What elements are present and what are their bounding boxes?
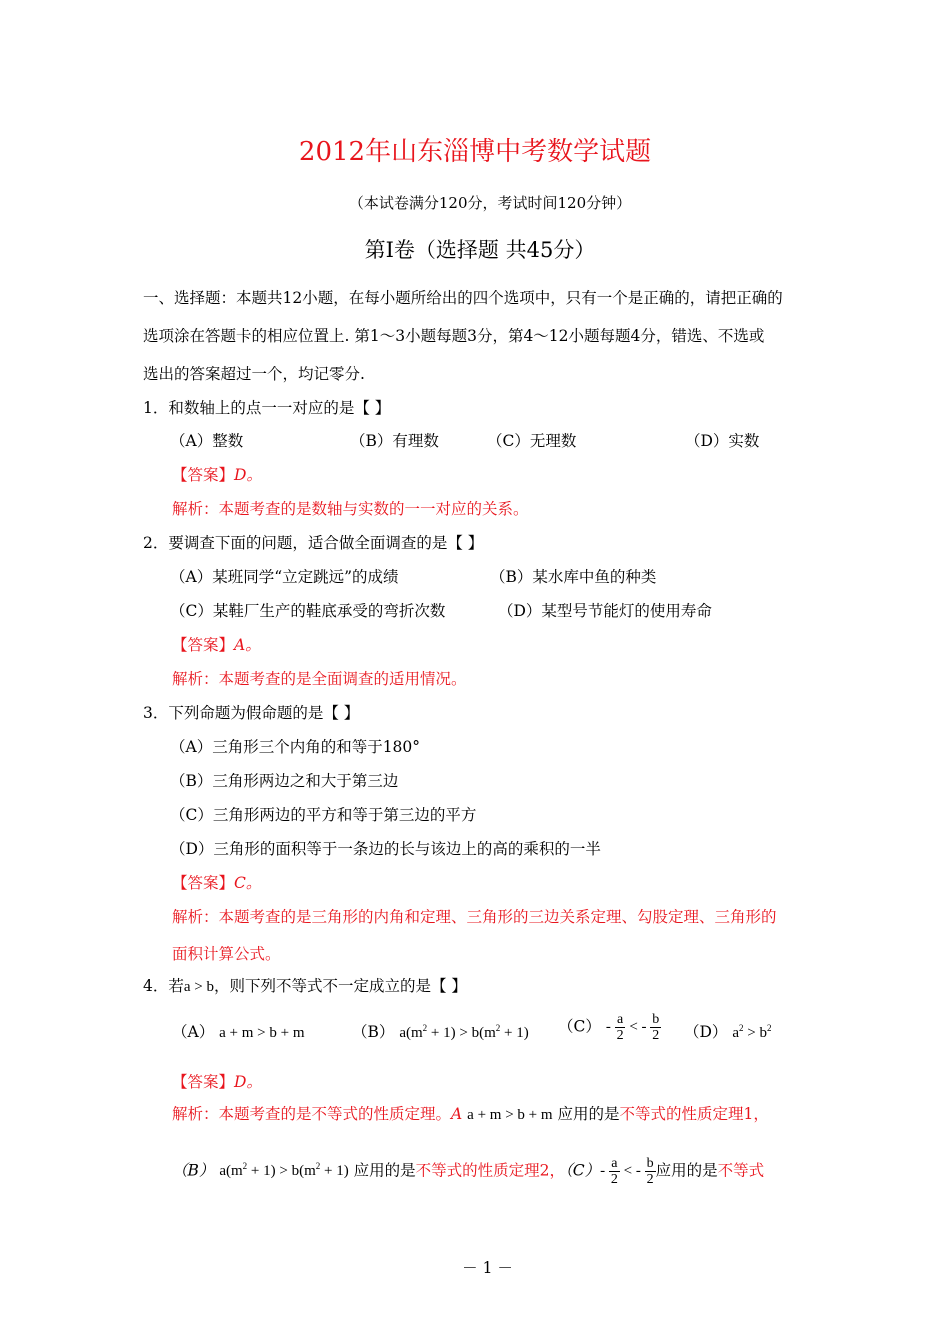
option-expression: $a(m^2 + 1) > b(m^2 + 1)$ [399, 1023, 529, 1041]
question-2-stem: 2．要调查下面的问题，适合做全面调查的是【 】 [143, 534, 484, 552]
analysis-option-ref: A [451, 1105, 463, 1123]
analysis-option-ref: （B） [172, 1161, 215, 1180]
answer-label: 【答案】 [172, 466, 235, 484]
question-4-option-b [352, 1020, 529, 1042]
question-4-option-d [684, 1020, 772, 1042]
question-3-analysis-line-1: 解析：本题考查的是三角形的内角和定理、三角形的三边关系定理、勾股定理、三角形的 [172, 908, 777, 926]
option-label: （A） [172, 1023, 215, 1041]
answer-label: 【答案】 [172, 636, 235, 654]
option-expression: a + m > b + m [219, 1025, 305, 1041]
analysis-connector: 应用的是 [557, 1105, 620, 1123]
question-1-analysis: 解析：本题考查的是数轴与实数的一一对应的关系。 [172, 500, 529, 518]
question-2-option-c: （C）某鞋厂生产的鞋底承受的弯折次数 [170, 602, 446, 620]
question-1-option-b: （B）有理数 [350, 432, 439, 450]
answer-value: C。 [234, 874, 262, 892]
instructions-line-1: 一、选择题：本题共12小题，在每小题所给出的四个选项中，只有一个是正确的，请把正确的 [143, 289, 783, 307]
question-4-stem [143, 974, 467, 996]
answer-value: D。 [234, 466, 262, 484]
question-1-stem: 1．和数轴上的点一一对应的是【 】 [143, 399, 391, 417]
question-4-option-c [558, 1012, 661, 1044]
question-2-answer [172, 633, 261, 655]
question-3-analysis-line-2: 面积计算公式。 [172, 945, 281, 963]
option-label: （C） [558, 1017, 601, 1036]
option-label: （B） [352, 1023, 395, 1041]
question-1-answer [172, 463, 262, 485]
question-1-option-a: （A）整数 [170, 432, 244, 450]
option-expression: $a^2 > b^2$ [732, 1023, 772, 1041]
analysis-connector: 应用的是 [353, 1161, 416, 1180]
stem-suffix: ，则下列不等式不一定成立的是【 】 [214, 977, 467, 995]
answer-label: 【答案】 [172, 874, 235, 892]
stem-prefix: 4．若 [143, 977, 184, 995]
stem-expression: a > b [183, 979, 214, 995]
analysis-intro: 解析：本题考查的是不等式的性质定理。 [172, 1105, 452, 1123]
question-3-option-b: （B）三角形两边之和大于第三边 [170, 772, 399, 790]
instructions-line-3: 选出的答案超过一个，均记零分. [143, 365, 365, 383]
question-4-option-a [172, 1020, 305, 1042]
analysis-expression: a + m > b + m [467, 1107, 553, 1123]
instructions-line-2: 选项涂在答题卡的相应位置上. 第1～3小题每题3分，第4～12小题每题4分，错选、不选或 [143, 327, 765, 345]
question-4-answer [172, 1070, 262, 1092]
exam-info: （本试卷满分120分，考试时间120分钟） [348, 194, 632, 212]
option-expression: - $\frac{a}{2}$ < - $\frac{b}{2}$ [605, 1012, 660, 1044]
question-2-option-d: （D）某型号节能灯的使用寿命 [498, 602, 712, 620]
analysis-theorem: 不等式 [717, 1161, 765, 1180]
question-2-option-b: （B）某水库中鱼的种类 [490, 568, 657, 586]
analysis-theorem: 不等式的性质定理2， [415, 1161, 566, 1180]
answer-label: 【答案】 [172, 1073, 235, 1091]
question-1-option-d: （D）实数 [685, 432, 760, 450]
page-number: － 1 － [462, 1259, 513, 1277]
question-3-stem: 3．下列命题为假命题的是【 】 [143, 704, 360, 722]
option-label: （D） [684, 1023, 728, 1041]
analysis-option-ref: （C） [565, 1161, 601, 1180]
answer-value: A。 [234, 636, 261, 654]
analysis-expression: $a(m^2 + 1) > b(m^2 + 1)$ [219, 1161, 349, 1180]
question-3-option-a: （A）三角形三个内角的和等于180° [170, 738, 421, 756]
question-2-option-a: （A）某班同学“立定跳远”的成绩 [170, 568, 399, 586]
analysis-theorem: 不等式的性质定理1， [619, 1105, 769, 1123]
question-3-option-d: （D）三角形的面积等于一条边的长与该边上的高的乘积的一半 [170, 840, 601, 858]
question-3-option-c: （C）三角形两边的平方和等于第三边的平方 [170, 806, 477, 824]
page-title: 2012年山东淄博中考数学试题 [298, 137, 652, 167]
question-3-answer [172, 871, 261, 893]
section-heading: 第Ⅰ卷（选择题 共45分） [364, 238, 596, 262]
question-4-analysis-line-2 [172, 1156, 764, 1188]
question-4-analysis-line-1 [172, 1102, 769, 1124]
answer-value: D。 [234, 1073, 262, 1091]
analysis-expression: - $\frac{a}{2}$ < - $\frac{b}{2}$ [600, 1156, 654, 1188]
question-2-analysis: 解析：本题考查的是全面调查的适用情况。 [172, 670, 467, 688]
analysis-connector: 应用的是 [655, 1161, 718, 1180]
question-1-option-c: （C）无理数 [487, 432, 577, 450]
